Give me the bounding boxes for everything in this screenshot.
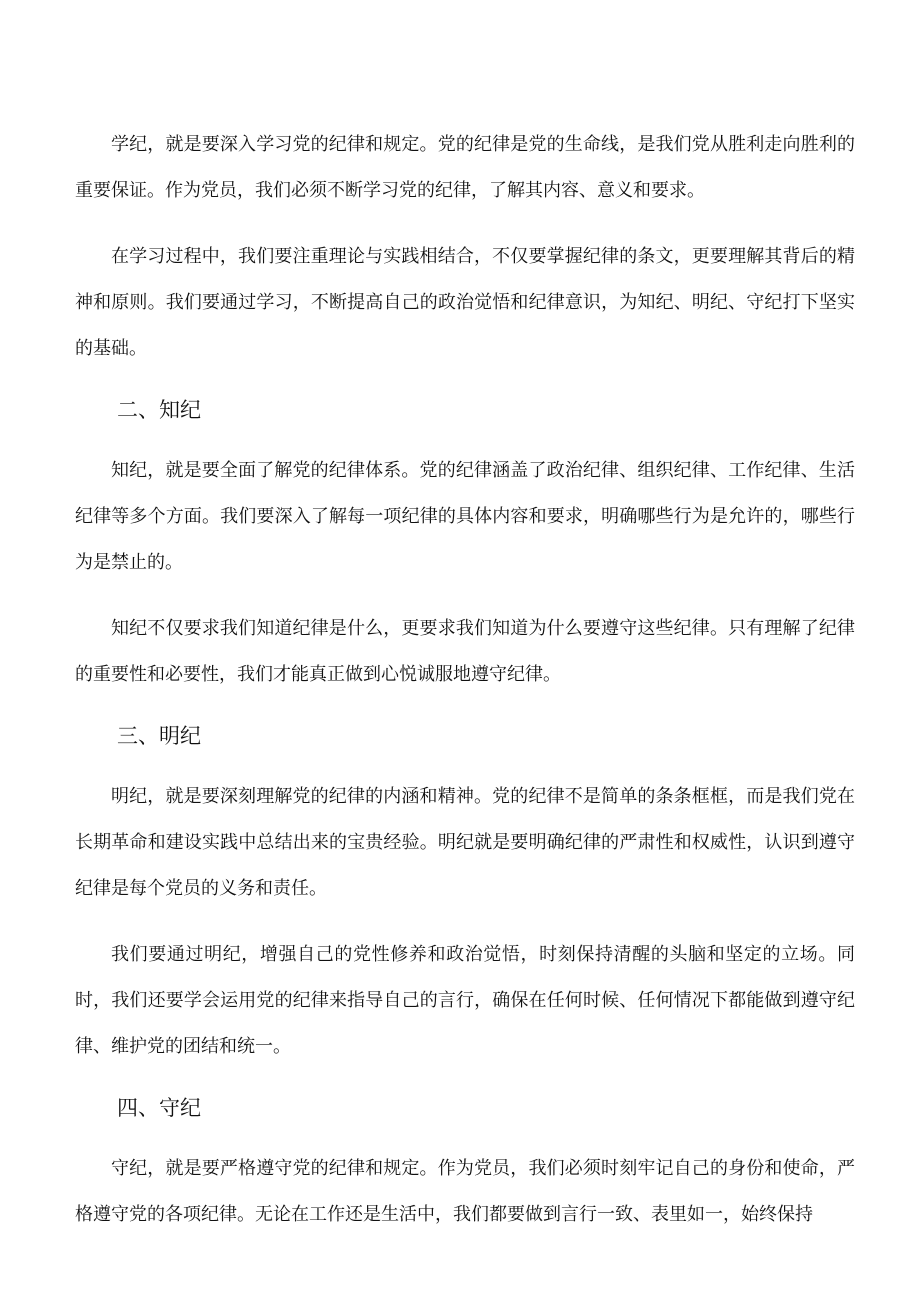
paragraph-understand-discipline: 明纪，就是要深刻理解党的纪律的内涵和精神。党的纪律不是简单的条条框框，而是我们党在长期革命和建设实践中总结出来的宝贵经验。明纪就是要明确纪律的严肃性和权威性，认识到遵守纪律是每个党员的义务和责任。 <box>75 786 855 899</box>
spacer <box>75 586 855 606</box>
spacer <box>75 698 855 716</box>
paragraph-know-why: 知纪不仅要求我们知道纪律是什么，更要求我们知道为什么要遵守这些纪律。只有理解了纪律的重要性和必要性，我们才能真正做到心悦诚服地遵守纪律。 <box>75 618 855 685</box>
spacer <box>75 1128 855 1146</box>
paragraph-study-discipline: 学纪，就是要深入学习党的纪律和规定。党的纪律是党的生命线，是我们党从胜利走向胜利的重要保证。作为党员，我们必须不断学习党的纪律，了解其内容、意义和要求。 <box>75 134 855 201</box>
section-heading-keep-discipline: 四、守纪 <box>117 1096 201 1120</box>
spacer <box>75 214 855 234</box>
paragraph-study-process: 在学习过程中，我们要注重理论与实践相结合，不仅要掌握纪律的条文，更要理解其背后的精神和原则。我们要通过学习，不断提高自己的政治觉悟和纪律意识，为知纪、明纪、守纪打下坚实的基础。 <box>75 246 855 359</box>
spacer <box>75 756 855 774</box>
spacer <box>75 1070 855 1088</box>
spacer <box>75 430 855 448</box>
section-heading-understand-discipline: 三、明纪 <box>117 724 201 748</box>
section-heading-know-discipline: 二、知纪 <box>117 398 201 422</box>
spacer <box>75 912 855 932</box>
spacer <box>75 372 855 390</box>
paragraph-keep-discipline: 守纪，就是要严格遵守党的纪律和规定。作为党员，我们必须时刻牢记自己的身份和使命，严格遵守党的各项纪律。无论在工作还是生活中，我们都要做到言行一致、表里如一，始终保持 <box>75 1158 855 1225</box>
document-body <box>75 122 855 1238</box>
paragraph-understand-practice: 我们要通过明纪，增强自己的党性修养和政治觉悟，时刻保持清醒的头脑和坚定的立场。同时，我们还要学会运用党的纪律来指导自己的言行，确保在任何时候、任何情况下都能做到遵守纪律、维护党的团结和统一。 <box>75 944 855 1057</box>
paragraph-know-discipline: 知纪，就是要全面了解党的纪律体系。党的纪律涵盖了政治纪律、组织纪律、工作纪律、生活纪律等多个方面。我们要深入了解每一项纪律的具体内容和要求，明确哪些行为是允许的，哪些行为是禁止的。 <box>75 460 855 573</box>
